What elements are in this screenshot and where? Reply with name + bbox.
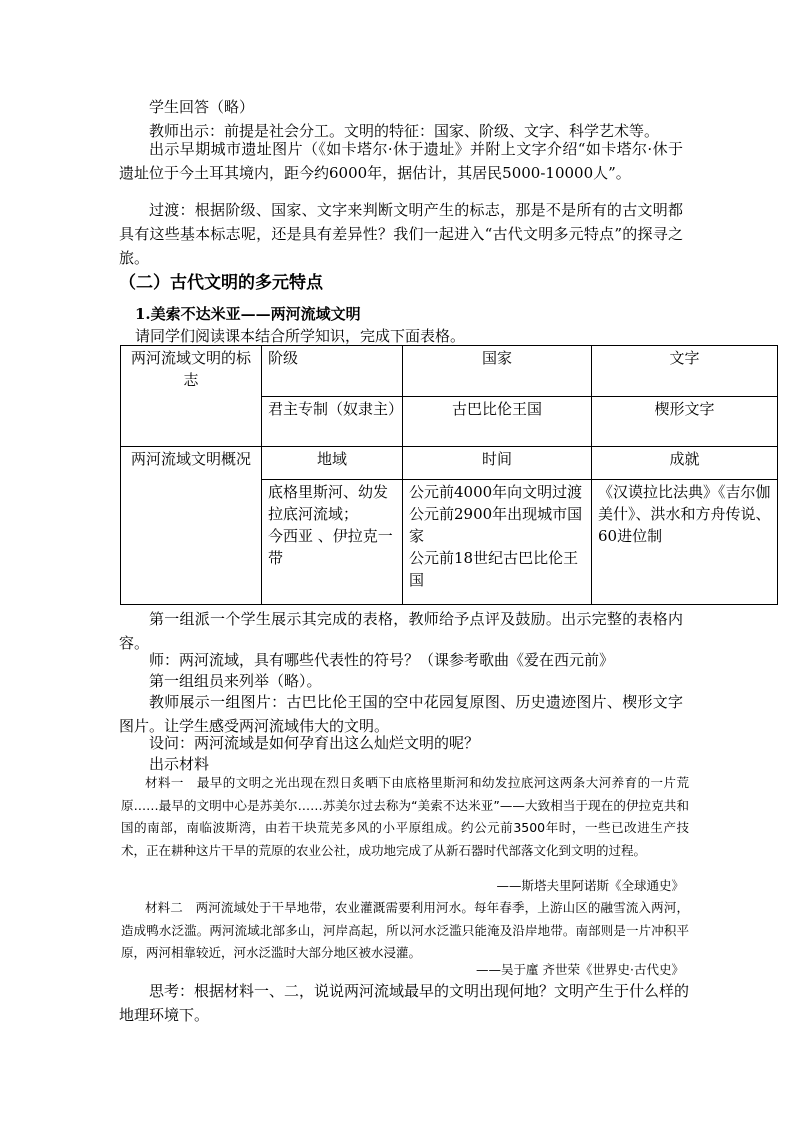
sub-heading: 1.美索不达米亚——两河流域文明	[135, 305, 361, 323]
table-intro: 请同学们阅读课本结合所学知识，完成下面表格。	[135, 327, 466, 345]
value-state: 古巴比伦王国	[403, 397, 592, 447]
value-class: 君主专制（奴隶主）	[262, 397, 403, 447]
paragraph-show-material: 出示材料	[149, 755, 210, 773]
source-one: ——斯塔夫里阿诺斯《全球通史》	[496, 878, 684, 893]
paragraph-symbols-question: 师：两河流域，具有哪些代表性的符号？（课参考歌曲《爱在西元前》	[149, 651, 615, 669]
paragraph-group-list: 第一组组员来列举（略）。	[149, 672, 322, 690]
cell-achievement: 《汉谟拉比法典》《吉尔伽美什》、洪水和方舟传说、60进位制	[592, 480, 778, 605]
time-line: 公元前4000年向文明过渡	[409, 483, 583, 501]
material-two: 材料二 两河流域处于干旱地带，农业灌溉需要利用河水。每年春季，上游山区的融雪流入两河，造成鸭水泛滥。两河流域北部多山，河岸高起，所以河水泛滥只能淹及沿岸地带。南部则是一片冲积平原，两河相靠较近，河水泛滥时大部分地区被水浸灌。	[121, 900, 689, 960]
paragraph-site-image: 出示早期城市遗址图片（《如卡塔尔·休于遗址》并附上文字介绍“如卡塔尔·休于遗址位于今土耳其境内，距今约6000年，据估计，其居民5000-10000人”。	[119, 140, 683, 182]
time-line: 公元前2900年出现城市国家	[409, 505, 583, 545]
cell-time	[403, 480, 592, 605]
header-region: 地域	[262, 447, 403, 480]
material-one: 材料一 最早的文明之光出现在烈日炙晒下由底格里斯河和幼发拉底河这两条大河养育的一片荒原……最早的文明中心是苏美尔……苏美尔过去称为“美索不达米亚”——大致相当于现在的伊拉克共和国的南部，南临波斯湾，由若干块荒芜多风的小平原组成。约公元前3500年时，一些已改进生产技术，正在耕种这片干旱的荒原的农业公社，成功地完成了从新石器时代部落文化到文明的过程。	[121, 775, 689, 858]
header-writing: 文字	[592, 346, 778, 397]
cell-region	[262, 480, 403, 605]
paragraph-pictures: 教师展示一组图片：古巴比伦王国的空中花园复原图、历史遗迹图片、楔形文字图片。让学生感受两河流域伟大的文明。	[119, 693, 683, 735]
time-line: 公元前18世纪古巴比伦王国	[409, 549, 579, 589]
value-writing: 楔形文字	[592, 397, 778, 447]
region-line: 底格里斯河、幼发拉底河流域；	[268, 483, 389, 523]
paragraph-student-answer: 学生回答（略）	[149, 98, 255, 116]
header-class: 阶级	[262, 346, 403, 397]
header-achievement: 成就	[592, 447, 778, 480]
civilization-table	[120, 345, 778, 605]
paragraph-group-show: 第一组派一个学生展示其完成的表格，教师给予点评及鼓励。出示完整的表格内容。	[119, 610, 683, 652]
row-label-overview: 两河流域文明概况	[121, 447, 262, 605]
row-label-marks: 两河流域文明的标志	[121, 346, 262, 447]
section-heading: （二）古代文明的多元特点	[119, 273, 323, 293]
paragraph-transition: 过渡：根据阶级、国家、文字来判断文明产生的标志，那是不是所有的古文明都具有这些基本标志呢，还是具有差异性？我们一起进入“古代文明多元特点”的探寻之旅。	[119, 201, 683, 267]
source-two: ——吴于廑 齐世荣《世界史·古代史》	[476, 962, 684, 977]
paragraph-think: 思考：根据材料一、二，说说两河流域最早的文明出现何地？文明产生于什么样的地理环境下。	[119, 982, 690, 1024]
paragraph-teacher-shows: 教师出示：前提是社会分工。文明的特征：国家、阶级、文字、科学艺术等。	[149, 122, 660, 140]
paragraph-question: 设问：两河流域是如何孕育出这么灿烂文明的呢？	[149, 734, 480, 752]
header-state: 国家	[403, 346, 592, 397]
region-line: 今西亚 、伊拉克一带	[268, 527, 393, 567]
header-time: 时间	[403, 447, 592, 480]
